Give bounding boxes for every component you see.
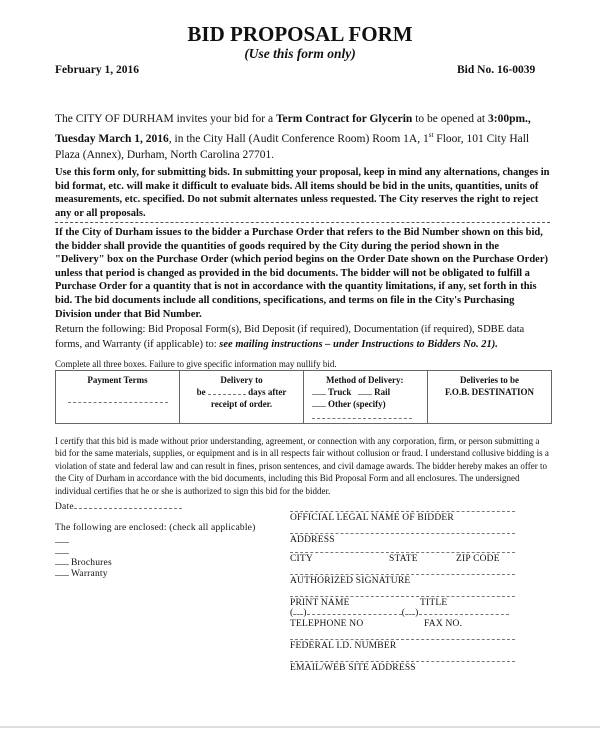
warranty-checkbox[interactable]	[55, 575, 69, 576]
truck-label: Truck	[328, 387, 352, 397]
contract-name: Term Contract for Glycerin	[275, 113, 413, 125]
signature-label: AUTHORIZED SIGNATURE	[290, 576, 411, 586]
superscript: st	[428, 131, 434, 139]
payment-terms-label: Payment Terms	[87, 375, 148, 385]
payment-terms-cell[interactable]	[56, 371, 180, 424]
other-blank[interactable]	[312, 413, 412, 419]
phone-fax-line[interactable]: ( ) ( )	[290, 607, 509, 618]
delivery-cell[interactable]	[180, 371, 304, 424]
bid-number: Bid No. 16-0039	[457, 64, 536, 76]
other-checkbox[interactable]	[312, 406, 326, 407]
print-name-line[interactable]	[290, 596, 515, 597]
page-bottom-border	[0, 726, 600, 728]
enclosed-label: The following are enclosed: (check all applicable)	[55, 523, 256, 533]
date-blank[interactable]	[74, 503, 182, 509]
return-paragraph	[55, 322, 550, 352]
intro-text: to be opened at	[412, 113, 488, 125]
intro-text: , in the City Hall (Audit Conference Room) Room 1A, 1	[168, 132, 429, 145]
fob-cell	[428, 371, 552, 424]
enclosure-checkbox[interactable]	[55, 542, 69, 543]
delivery-label: Delivery to	[220, 375, 263, 385]
warranty-label: Warranty	[71, 569, 108, 579]
city-line[interactable]	[290, 552, 515, 553]
divider	[55, 222, 550, 223]
terms-table	[55, 370, 552, 424]
delivery-text: receipt of order.	[210, 399, 273, 409]
print-name-label: PRINT NAME	[290, 598, 350, 608]
method-cell[interactable]	[304, 371, 428, 424]
email-label: EMAIL/WEB SITE ADDRESS	[290, 663, 416, 673]
address-line[interactable]	[290, 533, 515, 534]
fob-destination: F.O.B. DESTINATION	[444, 387, 535, 397]
days-blank[interactable]	[208, 389, 246, 395]
enclosure-checkbox[interactable]	[55, 553, 69, 554]
zip-label: ZIP CODE	[456, 554, 500, 564]
instructions-paragraph: Use this form only, for submitting bids. In submitting your proposal, keep in mind any alternations, changes in bid format, etc. will make it difficult to evaluate bids. All items should be bid in the units, quantities, units of measurements, etc. specified. Do not submit alternates unless requested. The City reserves the right to reject any or all proposals.	[55, 167, 550, 219]
bidder-name-line[interactable]	[290, 511, 515, 512]
rail-label: Rail	[374, 387, 391, 397]
address-label: ADDRESS	[290, 535, 335, 545]
truck-checkbox[interactable]	[312, 394, 326, 395]
title-label: TITLE	[420, 598, 448, 608]
delivery-text: be	[196, 387, 206, 397]
intro-text: The CITY OF DURHAM invites your bid for a	[55, 113, 276, 125]
signature-line[interactable]	[290, 574, 515, 575]
table-note: Complete all three boxes. Failure to give specific information may nullify bid.	[55, 359, 337, 369]
date-label: Date	[55, 502, 74, 512]
opening-time: 3:00pm., Tuesday March 1, 2016	[55, 113, 531, 145]
form-date: February 1, 2016	[55, 64, 140, 76]
method-label: Method of Delivery:	[326, 375, 404, 385]
purchase-order-paragraph: If the City of Durham issues to the bidder a Purchase Order that refers to the Bid Number shown on this bid, the bidder shall provide the quantities of goods required by the City during the period shown in the "Delivery" box on the Purchase Order (which period begins on the Order Date shown on the Purchase Order) unless that period is changed as provided in the bid documents. The bidder will not be obligated to fulfill a Purchase Order for a quantity that is not in accordance with the quantity limitations, if any, set forth in this bid. The bid documents include all conditions, specifications, and terms on file in the City's Purchasing Division under that Bid Number.	[55, 227, 548, 320]
payment-terms-blank[interactable]	[68, 397, 168, 403]
city-label: CITY	[290, 554, 313, 564]
other-label: Other (specify)	[328, 399, 386, 409]
federal-id-line[interactable]	[290, 639, 515, 640]
rail-checkbox[interactable]	[358, 394, 372, 395]
form-subtitle: (Use this form only)	[244, 46, 356, 61]
federal-id-label: FEDERAL I.D. NUMBER	[290, 641, 397, 651]
telephone-label: TELEPHONE NO	[290, 619, 364, 629]
return-text: Return the following: Bid Proposal Form(s), Bid Deposit (if required), Documentation (if required), SDBE data forms, and Warranty (if applicable) to:	[55, 324, 525, 350]
date-field[interactable]	[55, 502, 182, 512]
fob-label: Deliveries to be	[460, 375, 519, 385]
certification-paragraph: I certify that this bid is made without prior understanding, agreement, or connection with any corporation, firm, or person submitting a bid for the same materials, supplies, or equipment and is in all respects fair without collusion or fraud. I understand collusive bidding is a violation of state and federal law and can result in fines, prison sentences, and civil damage awards. The bidder hereby makes an offer to the City of Durham in accordance with the bid documents, including this Bid Proposal Form and all enclosures. The undersigned individual certifies that he or she is authorized to sign this bid for the bidder.	[55, 436, 549, 496]
brochures-checkbox[interactable]	[55, 564, 69, 565]
bidder-name-label: OFFICIAL LEGAL NAME OF BIDDER	[290, 513, 454, 523]
mailing-instructions: see mailing instructions – under Instructions to Bidders No. 21).	[219, 339, 498, 350]
intro-text: Floor, 101 City Hall Plaza (Annex), Durham, North Carolina 27701.	[55, 132, 530, 161]
fax-label: FAX NO.	[424, 619, 463, 629]
email-line[interactable]	[290, 661, 515, 662]
delivery-text: days after	[248, 387, 287, 397]
enclosure-list	[55, 536, 112, 580]
brochures-label: Brochures	[71, 558, 112, 568]
form-title: BID PROPOSAL FORM	[187, 22, 413, 46]
state-label: STATE	[389, 554, 418, 564]
intro-paragraph	[55, 111, 550, 163]
